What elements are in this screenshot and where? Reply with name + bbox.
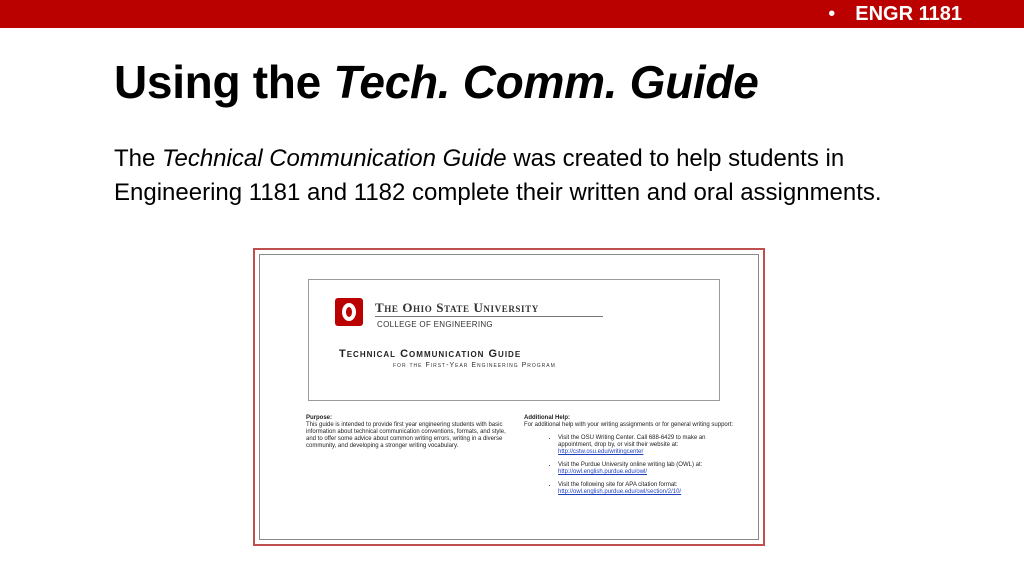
guide-cover-image: [253, 248, 765, 546]
course-label: [828, 2, 962, 26]
guide-subtitle: for the First-Year Engineering Program: [393, 362, 556, 369]
help-item-text: Visit the Purdue University online writing lab (OWL) at:: [558, 462, 703, 468]
purdue-owl-link[interactable]: http://owl.english.purdue.edu/owl/: [558, 469, 648, 475]
guide-header-box: [308, 279, 720, 401]
university-rule: [375, 316, 603, 317]
additional-help-section: [524, 415, 734, 502]
title-plain: Using the: [114, 56, 334, 108]
purpose-heading: Purpose:: [306, 415, 333, 421]
bullet-glyph: •: [828, 3, 836, 25]
college-name: COLLEGE OF ENGINEERING: [377, 320, 493, 329]
help-item: [558, 435, 734, 456]
university-name: The Ohio State University: [375, 300, 539, 315]
help-item-text: Visit the following site for APA citation format:: [558, 482, 678, 488]
apa-citation-link[interactable]: http://owl.english.purdue.edu/owl/section/2/10/: [558, 489, 682, 495]
purpose-section: [306, 415, 506, 450]
writing-center-link[interactable]: http://cstw.osu.edu/writingcenter: [558, 449, 644, 455]
osu-logo-icon: [335, 298, 363, 326]
body-suffix: was created to help students in Engineering 1181 and 1182 complete their written and oral assignments.: [114, 145, 882, 206]
body-guide-name: Technical Communication Guide: [162, 145, 507, 172]
help-item: [558, 482, 734, 496]
purpose-text: This guide is intended to provide first year engineering students with basic information about technical communication conventions, formats, and style, and to offer some advice about common writing errors, writing in a diverse community, and developing a stronger writing vocabulary.: [306, 422, 506, 449]
header-bar: [0, 0, 1024, 28]
body-paragraph: [114, 142, 904, 210]
title-italic: Tech. Comm. Guide: [333, 56, 759, 108]
help-list: [524, 435, 734, 496]
body-prefix: The: [114, 145, 163, 172]
guide-page: [259, 254, 759, 540]
help-intro: For additional help with your writing assignments or for general writing support:: [524, 422, 734, 428]
help-heading: Additional Help:: [524, 415, 570, 421]
help-item-text: Visit the OSU Writing Center. Call 688-6429 to make an appointment, drop by, or visit their website at:: [558, 435, 706, 448]
course-code: ENGR 1181: [855, 3, 962, 25]
help-item: [558, 462, 734, 476]
guide-title: Technical Communication Guide: [339, 348, 522, 360]
slide-title: [114, 54, 758, 110]
